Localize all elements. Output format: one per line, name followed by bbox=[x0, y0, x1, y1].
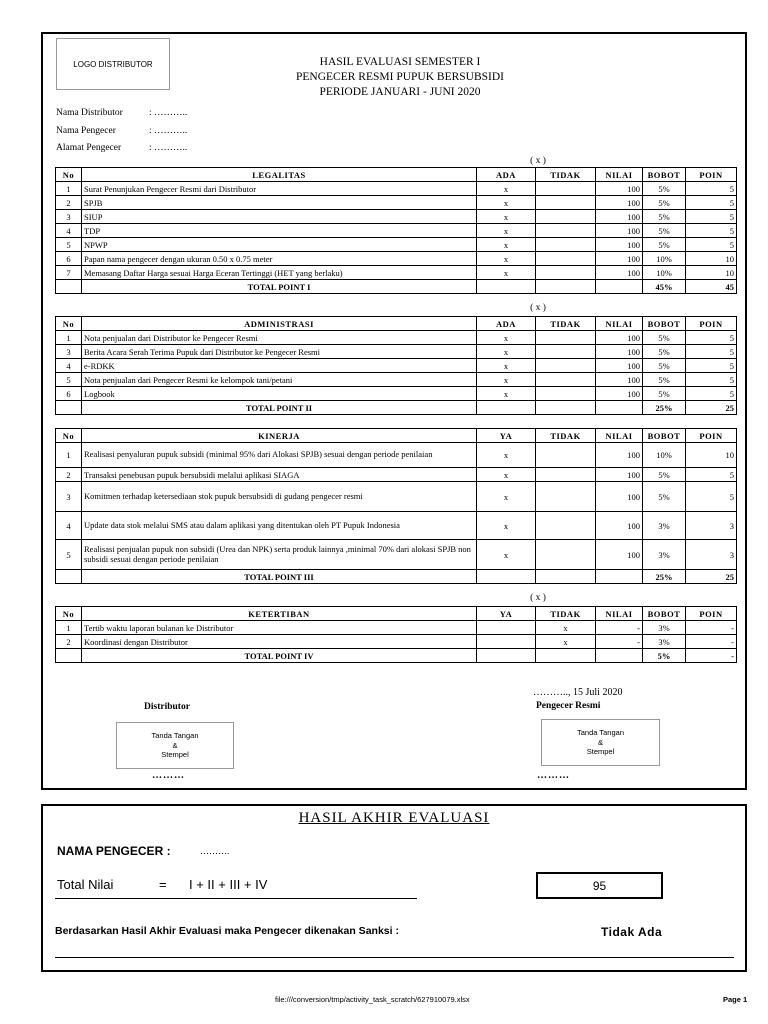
row-check-no bbox=[536, 482, 596, 512]
row-check-no bbox=[536, 252, 596, 266]
row-check-no bbox=[536, 266, 596, 280]
row-poin: 10 bbox=[686, 252, 737, 266]
row-check-no: x bbox=[536, 621, 596, 635]
pengecer-signature-title: Pengecer Resmi bbox=[536, 701, 601, 711]
row-poin: 5 bbox=[686, 331, 737, 345]
row-poin: 5 bbox=[686, 224, 737, 238]
total-empty-cell bbox=[536, 649, 596, 663]
total-nilai-label: Total Nilai bbox=[57, 877, 114, 892]
row-check-no bbox=[536, 468, 596, 482]
row-check-yes: x bbox=[477, 331, 536, 345]
row-check-no bbox=[536, 540, 596, 570]
column-mark-label: ( x ) bbox=[530, 303, 546, 313]
row-description: NPWP bbox=[82, 238, 477, 252]
row-poin: 5 bbox=[686, 387, 737, 401]
row-number: 7 bbox=[56, 266, 82, 280]
total-poin: 45 bbox=[686, 280, 737, 294]
column-header: No bbox=[56, 607, 82, 621]
row-check-no bbox=[536, 373, 596, 387]
column-header: ADMINISTRASI bbox=[82, 317, 477, 331]
row-bobot: 3% bbox=[643, 512, 686, 540]
table-header-row bbox=[56, 429, 737, 443]
logo-distributor-placeholder: LOGO DISTRIBUTOR bbox=[56, 38, 170, 90]
title-line-3: PERIODE JANUARI - JUNI 2020 bbox=[319, 86, 481, 98]
table-header-row bbox=[56, 317, 737, 331]
row-poin: 10 bbox=[686, 266, 737, 280]
row-bobot: 3% bbox=[643, 621, 686, 635]
table-total-row bbox=[56, 570, 737, 584]
row-check-yes: x bbox=[477, 373, 536, 387]
table-row bbox=[56, 468, 737, 482]
row-number: 5 bbox=[56, 540, 82, 570]
total-label: TOTAL POINT II bbox=[82, 401, 477, 415]
row-poin: 5 bbox=[686, 373, 737, 387]
row-bobot: 5% bbox=[643, 196, 686, 210]
row-description: Transaksi penebusan pupuk bersubsidi melalui aplikasi SIAGA bbox=[82, 468, 477, 482]
row-poin: 5 bbox=[686, 210, 737, 224]
row-poin: 5 bbox=[686, 238, 737, 252]
row-description: Nota penjualan dari Distributor ke Pengecer Resmi bbox=[82, 331, 477, 345]
signature-box-line: Tanda Tangan bbox=[577, 728, 624, 738]
info-value-distributor: : ……….. bbox=[149, 108, 188, 118]
total-score-box bbox=[536, 872, 663, 899]
table-legalitas bbox=[55, 167, 737, 294]
row-number: 3 bbox=[56, 210, 82, 224]
total-empty-cell bbox=[596, 280, 643, 294]
table-row bbox=[56, 635, 737, 649]
column-header: NILAI bbox=[596, 317, 643, 331]
table-row bbox=[56, 387, 737, 401]
total-poin: 25 bbox=[686, 570, 737, 584]
signature-box-line: Stempel bbox=[586, 747, 615, 757]
total-empty-cell bbox=[56, 401, 82, 415]
row-check-yes: x bbox=[477, 512, 536, 540]
row-nilai: 100 bbox=[596, 196, 643, 210]
row-number: 1 bbox=[56, 443, 82, 468]
table-total-row bbox=[56, 401, 737, 415]
table-row bbox=[56, 224, 737, 238]
info-label-pengecer: Nama Pengecer bbox=[56, 126, 116, 136]
column-mark-label: ( x ) bbox=[530, 593, 546, 603]
row-check-yes: x bbox=[477, 482, 536, 512]
row-number: 2 bbox=[56, 468, 82, 482]
row-check-yes: x bbox=[477, 540, 536, 570]
row-check-no bbox=[536, 224, 596, 238]
column-header: BOBOT bbox=[643, 168, 686, 182]
row-number: 2 bbox=[56, 196, 82, 210]
footer-page-number: Page 1 bbox=[723, 995, 748, 1004]
row-nilai: 100 bbox=[596, 266, 643, 280]
row-nilai: - bbox=[596, 621, 643, 635]
row-check-no bbox=[536, 345, 596, 359]
row-nilai: 100 bbox=[596, 540, 643, 570]
row-bobot: 5% bbox=[643, 331, 686, 345]
table-total-row bbox=[56, 649, 737, 663]
row-check-no bbox=[536, 182, 596, 196]
total-empty-cell bbox=[536, 570, 596, 584]
total-bobot: 5% bbox=[643, 649, 686, 663]
total-empty-cell bbox=[477, 649, 536, 663]
column-header: TIDAK bbox=[536, 429, 596, 443]
total-poin: 25 bbox=[686, 401, 737, 415]
row-check-yes bbox=[477, 635, 536, 649]
column-header: YA bbox=[477, 429, 536, 443]
column-header: ADA bbox=[477, 168, 536, 182]
row-check-yes: x bbox=[477, 345, 536, 359]
row-check-yes: x bbox=[477, 359, 536, 373]
column-header: ADA bbox=[477, 317, 536, 331]
row-nilai: 100 bbox=[596, 345, 643, 359]
row-check-yes: x bbox=[477, 252, 536, 266]
row-check-no bbox=[536, 443, 596, 468]
total-empty-cell bbox=[596, 649, 643, 663]
row-description: Berita Acara Serah Terima Pupuk dari Distributor ke Pengecer Resmi bbox=[82, 345, 477, 359]
table-administrasi bbox=[55, 316, 737, 415]
row-check-yes: x bbox=[477, 443, 536, 468]
row-number: 4 bbox=[56, 359, 82, 373]
final-name-value: ………. bbox=[200, 846, 230, 856]
row-bobot: 10% bbox=[643, 266, 686, 280]
column-header: TIDAK bbox=[536, 168, 596, 182]
pengecer-name-dots: ……… bbox=[537, 770, 570, 781]
row-description: TDP bbox=[82, 224, 477, 238]
signature-box-line: Stempel bbox=[161, 750, 189, 760]
column-header: No bbox=[56, 168, 82, 182]
row-bobot: 5% bbox=[643, 238, 686, 252]
row-bobot: 5% bbox=[643, 468, 686, 482]
total-empty-cell bbox=[477, 570, 536, 584]
column-header: NILAI bbox=[596, 168, 643, 182]
total-empty-cell bbox=[477, 401, 536, 415]
row-description: SIUP bbox=[82, 210, 477, 224]
row-number: 5 bbox=[56, 373, 82, 387]
row-nilai: 100 bbox=[596, 443, 643, 468]
total-equals: = bbox=[159, 877, 167, 892]
column-header: TIDAK bbox=[536, 607, 596, 621]
row-bobot: 5% bbox=[643, 359, 686, 373]
row-bobot: 5% bbox=[643, 182, 686, 196]
row-number: 3 bbox=[56, 482, 82, 512]
table-row bbox=[56, 512, 737, 540]
row-poin: 5 bbox=[686, 482, 737, 512]
row-description: Tertib waktu laporan bulanan ke Distributor bbox=[82, 621, 477, 635]
row-description: Nota penjualan dari Pengecer Resmi ke kelompok tani/petani bbox=[82, 373, 477, 387]
row-description: Surat Penunjukan Pengecer Resmi dari Distributor bbox=[82, 182, 477, 196]
row-check-no bbox=[536, 331, 596, 345]
table-row bbox=[56, 196, 737, 210]
total-empty-cell bbox=[56, 280, 82, 294]
table-row bbox=[56, 252, 737, 266]
row-description: Logbook bbox=[82, 387, 477, 401]
row-poin: 5 bbox=[686, 345, 737, 359]
row-poin: 5 bbox=[686, 359, 737, 373]
table-row bbox=[56, 359, 737, 373]
row-nilai: 100 bbox=[596, 512, 643, 540]
row-check-no bbox=[536, 387, 596, 401]
total-empty-cell bbox=[596, 570, 643, 584]
row-description: Koordinasi dengan Distributor bbox=[82, 635, 477, 649]
column-header: BOBOT bbox=[643, 429, 686, 443]
row-bobot: 10% bbox=[643, 443, 686, 468]
total-bobot: 25% bbox=[643, 570, 686, 584]
row-nilai: 100 bbox=[596, 482, 643, 512]
column-header: TIDAK bbox=[536, 317, 596, 331]
row-poin: - bbox=[686, 621, 737, 635]
row-poin: 5 bbox=[686, 182, 737, 196]
table-kinerja bbox=[55, 428, 737, 584]
row-number: 3 bbox=[56, 345, 82, 359]
row-poin: 3 bbox=[686, 512, 737, 540]
table-row bbox=[56, 210, 737, 224]
sanction-label: Berdasarkan Hasil Akhir Evaluasi maka Pengecer dikenakan Sanksi : bbox=[55, 925, 399, 937]
row-check-no bbox=[536, 196, 596, 210]
column-header: POIN bbox=[686, 317, 737, 331]
row-number: 4 bbox=[56, 512, 82, 540]
total-poin: - bbox=[686, 649, 737, 663]
row-nilai: 100 bbox=[596, 331, 643, 345]
table-header-row bbox=[56, 607, 737, 621]
table-row bbox=[56, 540, 737, 570]
signature-box-line: & bbox=[597, 737, 603, 747]
row-bobot: 5% bbox=[643, 345, 686, 359]
row-check-yes: x bbox=[477, 196, 536, 210]
row-check-no bbox=[536, 210, 596, 224]
row-check-yes: x bbox=[477, 210, 536, 224]
row-nilai: 100 bbox=[596, 468, 643, 482]
row-bobot: 5% bbox=[643, 387, 686, 401]
total-label: TOTAL POINT I bbox=[82, 280, 477, 294]
total-label: TOTAL POINT III bbox=[82, 570, 477, 584]
distributor-signature-box bbox=[116, 722, 234, 769]
table-header-row bbox=[56, 168, 737, 182]
row-check-yes bbox=[477, 621, 536, 635]
row-nilai: 100 bbox=[596, 387, 643, 401]
row-check-no bbox=[536, 359, 596, 373]
row-nilai: 100 bbox=[596, 359, 643, 373]
column-header: No bbox=[56, 317, 82, 331]
total-bobot: 45% bbox=[643, 280, 686, 294]
row-check-no: x bbox=[536, 635, 596, 649]
column-header: KETERTIBAN bbox=[82, 607, 477, 621]
column-header: YA bbox=[477, 607, 536, 621]
row-nilai: 100 bbox=[596, 238, 643, 252]
info-value-pengecer: : ……….. bbox=[149, 126, 188, 136]
total-label: TOTAL POINT IV bbox=[82, 649, 477, 663]
final-heading: HASIL AKHIR EVALUASI bbox=[298, 810, 490, 826]
row-check-yes: x bbox=[477, 387, 536, 401]
row-number: 1 bbox=[56, 621, 82, 635]
row-description: Papan nama pengecer dengan ukuran 0.50 x 0.75 meter bbox=[82, 252, 477, 266]
info-label-distributor: Nama Distributor bbox=[56, 108, 123, 118]
row-nilai: 100 bbox=[596, 182, 643, 196]
column-header: BOBOT bbox=[643, 607, 686, 621]
column-header: NILAI bbox=[596, 607, 643, 621]
row-number: 4 bbox=[56, 224, 82, 238]
row-description: Realisasi penjualan pupuk non subsidi (Urea dan NPK) serta produk lainnya ,minimal 70% dari alokasi SPJB non subsidi sesuai dengan periode penilaian bbox=[82, 540, 477, 570]
row-description: SPJB bbox=[82, 196, 477, 210]
total-underline bbox=[55, 898, 417, 899]
total-bobot: 25% bbox=[643, 401, 686, 415]
title-line-1: HASIL EVALUASI SEMESTER I bbox=[319, 56, 481, 68]
column-mark-label: ( x ) bbox=[530, 156, 546, 166]
row-number: 1 bbox=[56, 182, 82, 196]
table-row bbox=[56, 373, 737, 387]
pengecer-signature-box bbox=[541, 719, 660, 766]
row-number: 6 bbox=[56, 252, 82, 266]
row-poin: 5 bbox=[686, 468, 737, 482]
column-header: LEGALITAS bbox=[82, 168, 477, 182]
column-header: NILAI bbox=[596, 429, 643, 443]
table-row bbox=[56, 443, 737, 468]
row-description: Update data stok melalui SMS atau dalam aplikasi yang ditentukan oleh PT Pupuk Indonesia bbox=[82, 512, 477, 540]
info-label-alamat: Alamat Pengecer bbox=[56, 143, 122, 153]
row-description: e-RDKK bbox=[82, 359, 477, 373]
table-row bbox=[56, 345, 737, 359]
row-bobot: 5% bbox=[643, 482, 686, 512]
row-poin: 10 bbox=[686, 443, 737, 468]
final-heading-wrap bbox=[41, 810, 747, 827]
row-description: Komitmen terhadap ketersediaan stok pupuk bersubsidi di gudang pengecer resmi bbox=[82, 482, 477, 512]
table-row bbox=[56, 482, 737, 512]
total-empty-cell bbox=[536, 280, 596, 294]
footer-file-path: file:///conversion/tmp/activity_task_scratch/627910079.xlsx bbox=[275, 995, 470, 1004]
row-nilai: 100 bbox=[596, 210, 643, 224]
row-nilai: - bbox=[596, 635, 643, 649]
info-value-alamat: : ……….. bbox=[149, 143, 188, 153]
row-number: 6 bbox=[56, 387, 82, 401]
row-check-yes: x bbox=[477, 238, 536, 252]
column-header: POIN bbox=[686, 429, 737, 443]
row-nilai: 100 bbox=[596, 373, 643, 387]
row-check-yes: x bbox=[477, 468, 536, 482]
row-bobot: 10% bbox=[643, 252, 686, 266]
total-empty-cell bbox=[56, 570, 82, 584]
row-check-yes: x bbox=[477, 182, 536, 196]
total-formula: I + II + III + IV bbox=[189, 877, 268, 892]
column-header: No bbox=[56, 429, 82, 443]
table-row bbox=[56, 266, 737, 280]
title-line-2: PENGECER RESMI PUPUK BERSUBSIDI bbox=[296, 71, 504, 83]
row-number: 2 bbox=[56, 635, 82, 649]
row-nilai: 100 bbox=[596, 252, 643, 266]
row-poin: 5 bbox=[686, 196, 737, 210]
table-row bbox=[56, 238, 737, 252]
total-score: 95 bbox=[592, 878, 607, 893]
final-name-label: NAMA PENGECER : bbox=[57, 844, 171, 858]
column-header: KINERJA bbox=[82, 429, 477, 443]
row-nilai: 100 bbox=[596, 224, 643, 238]
sanction-underline bbox=[55, 957, 734, 958]
row-bobot: 3% bbox=[643, 540, 686, 570]
signature-box-line: & bbox=[172, 740, 178, 750]
row-bobot: 5% bbox=[643, 373, 686, 387]
table-row bbox=[56, 182, 737, 196]
row-description: Realisasi penyaluran pupuk subsidi (minimal 95% dari Alokasi SPJB) sesuai dengan periode penilaian bbox=[82, 443, 477, 468]
distributor-signature-title: Distributor bbox=[144, 702, 190, 712]
column-header: POIN bbox=[686, 168, 737, 182]
column-header: BOBOT bbox=[643, 317, 686, 331]
row-check-no bbox=[536, 238, 596, 252]
table-row bbox=[56, 621, 737, 635]
row-number: 1 bbox=[56, 331, 82, 345]
table-row bbox=[56, 331, 737, 345]
row-check-no bbox=[536, 512, 596, 540]
table-total-row bbox=[56, 280, 737, 294]
row-poin: 3 bbox=[686, 540, 737, 570]
row-number: 5 bbox=[56, 238, 82, 252]
column-header: POIN bbox=[686, 607, 737, 621]
signature-box-line: Tanda Tangan bbox=[151, 731, 199, 741]
row-poin: - bbox=[686, 635, 737, 649]
table-ketertiban bbox=[55, 606, 737, 663]
distributor-name-dots: ……… bbox=[152, 770, 185, 781]
row-bobot: 5% bbox=[643, 224, 686, 238]
sanction-value: Tidak Ada bbox=[601, 925, 663, 939]
row-bobot: 3% bbox=[643, 635, 686, 649]
row-check-yes: x bbox=[477, 266, 536, 280]
signature-date: ……….., 15 Juli 2020 bbox=[533, 687, 623, 698]
total-empty-cell bbox=[477, 280, 536, 294]
total-empty-cell bbox=[56, 649, 82, 663]
row-check-yes: x bbox=[477, 224, 536, 238]
total-empty-cell bbox=[596, 401, 643, 415]
total-empty-cell bbox=[536, 401, 596, 415]
row-description: Memasang Daftar Harga sesuai Harga Eceran Tertinggi (HET yang berlaku) bbox=[82, 266, 477, 280]
row-bobot: 5% bbox=[643, 210, 686, 224]
